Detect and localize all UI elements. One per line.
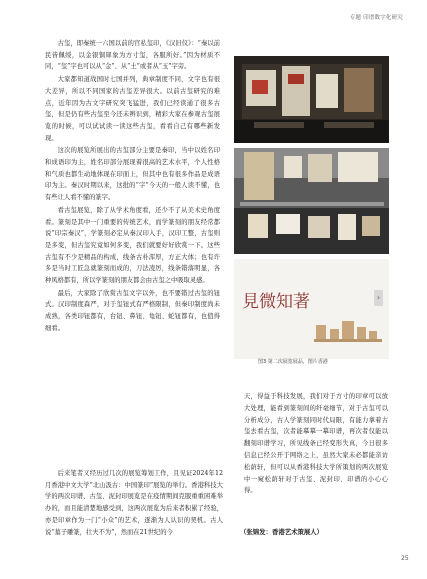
exhibition-photo-case — [234, 56, 389, 143]
header-section: 专题 — [349, 15, 362, 21]
article-bottom-left — [45, 468, 223, 538]
exhibition-photo-panel — [234, 259, 389, 359]
chevron-right-icon[interactable]: › — [374, 290, 383, 306]
paragraph-7: 天，得益于科技发展，我们对于方寸的印章可以放大处理，能看到篆刻间的纤毫细节，对于古玺可以分析成分，古人学篆刻同时代局限，有能力拿着古玺去看古玺，次者能摹摹一摹印谱，再次者仅能以翻刻印谱学习，所见线条已经变形失真，今日很多信息已经公开于网络之上，虽然大家未必都能亲访松荫轩，但可以从香港科技大学所策划的两次展览中一窥松荫轩对于古玺、泥封印、印谱的小心心得。 — [244, 393, 388, 495]
page-number: 25 — [401, 555, 409, 562]
header-topic: 印谱数字化研究 — [363, 15, 403, 21]
running-header — [350, 13, 403, 21]
exhibition-photo-display — [234, 148, 389, 254]
figure-caption: 图3 第二次展览展品，图片香港 — [258, 359, 328, 365]
paragraph-2: 大家都知道战国时七国并列，典章制度不同，文字也有很大差异，所以不同国家的古玺差异很大。以前古玺研究的难点，近年因为古文字研究突飞猛进，我们已经读通了很多古玺，但是仍有些古玺至今还未辨识到，精彩大家在参观古玺展览的时候，可以试试读一读这些古玺，看看自己有哪些新发现。 — [45, 76, 220, 142]
article-bottom-right — [244, 391, 388, 497]
article-top-column — [45, 38, 220, 335]
paragraph-6: 后来笔者又经历过几次的展览筹划工作，且见证2024年12月香港中文大学“北山汲古：中国篆印”展览的举行。香港科技大学的两次印谱、古玺、泥封印展览是在疫情期间克服重重困难举办的，而且能清楚地感受到，这两次展览为后来者积累了经验，亦是印章作为一门“小众”的艺术，逐渐为人认识的契机。古人说“墓子雕篆，壮夫不为”，然而在21世纪的今 — [45, 470, 223, 536]
paragraph-5: 最后，大家除了欣赏古玺文字以外，也不要错过古玺的钮式。汉印制度森严，对于玺钮式有严格限制，但秦印制度尚未成熟，各类印钮都有，台钮、鼻钮、龟钮、蛇钮都有，也值得细看。 — [45, 289, 220, 332]
author-signature: （张锦发：香港艺术策展人） — [240, 528, 324, 536]
paragraph-1: 古玺，即秦统一六国以前的官私玺印，《汉旧仪》：“秦以前民皆佩绶，以金银铜犀象为方寸玺，各服所好。”因为材质不同，“玺”字也可以从“金”、从“土”或者从“玉”字旁。 — [45, 40, 220, 71]
exhibition-title-stamp: 見微知著 — [242, 292, 310, 312]
paragraph-4: 看古玺展览，除了从学术角度看，还少不了从美术史角度看。篆刻是其中一门重要的传统艺术，而学篆刻的朋友经常都说“印宗秦汉”，学篆刻必定从秦汉印入手，汉印工整，古玺则是多变，但古玺究竟如何多变，我们就要好好欣赏一下。这些古玺有不少是精品的构成，线条古朴浑厚，方正大体；也有许多是当时工匠急就篆刻而成的，刀法凌厉，线条错落明显，各种风格都有，所以学篆刻的朋友都会由古玺之中吸取灵感。 — [45, 206, 220, 285]
paragraph-3: 这次的展览所展出的古玺部分主要是秦印，当中以姓名印和成语印为主，姓名印部分展现着很高的艺术水平，个人性格和气质也都生动地体现在印面上，但其中也有很多作品是成语印为主。秦汉时期以来，这批的“字”今天的一般人读不懂，也有些让人看不懂的篆字。 — [45, 147, 220, 202]
